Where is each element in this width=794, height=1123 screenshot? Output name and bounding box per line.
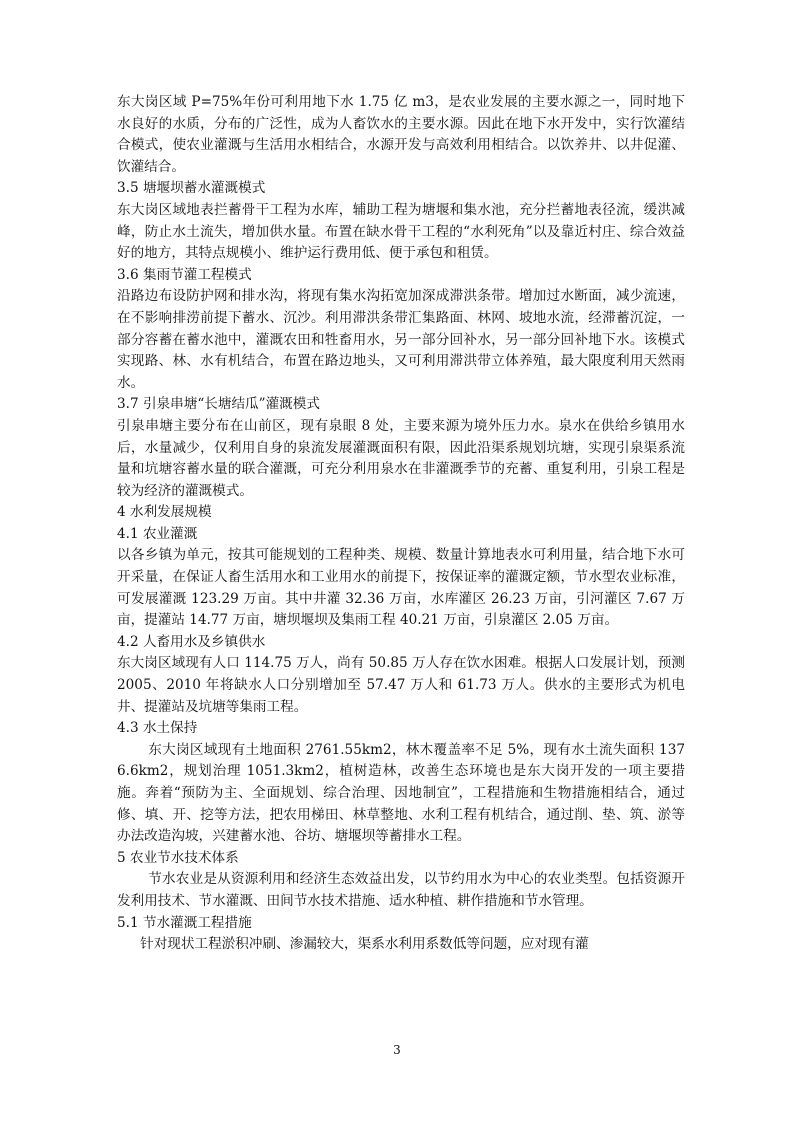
page-number: 3 [393,1043,401,1057]
paragraph-groundwater: 东大岗区域 P=75%年份可利用地下水 1.75 亿 m3，是农业发展的主要水源之一，同时地下水良好的水质，分布的广泛性，成为人畜饮水的主要水源。因此在地下水开发中，实行饮灌结合模式，使农业灌溉与生活用水相结合，水源开发与高效利用相结合。以饮养井、以井促灌、饮灌结合。 [117,94,685,175]
paragraph-water-supply: 东大岗区域现有人口 114.75 万人，尚有 50.85 万人存在饮水困难。根据人口发展计划，预测 2005、2010 年将缺水人口分别增加至 57.47 万人和 61.73 万人。供水的主要形式为机电井、提灌站及坑塘等集雨工程。 [117,655,685,715]
document-body [117,92,685,956]
heading-5: 5 农业节水技术体系 [117,849,239,866]
paragraph-water-saving: 节水农业是从资源利用和经济生态效益出发，以节约用水为中心的农业类型。包括资源开发利用技术、节水灌溉、田间节水技术措施、适水种植、耕作措施和节水管理。 [117,871,685,909]
paragraph-pond-storage: 东大岗区域地表拦蓄骨干工程为水库，辅助工程为塘堰和集水池，充分拦蓄地表径流，缓洪减峰，防止水土流失，增加供水量。布置在缺水骨干工程的“水利死角”以及靠近村庄、综合效益好的地方，其特点规模小、维护运行费用低、便于承包和租赁。 [117,201,685,262]
paragraph-engineering: 针对现状工程淤积冲刷、渗漏较大，渠系水利用系数低等问题，应对现有灌 [140,936,589,953]
paragraph-spring-ponds: 引泉串塘主要分布在山前区，现有泉眼 8 处，主要来源为境外压力水。泉水在供给乡镇用水后，水量减少，仅利用自身的泉流发展灌溉面积有限，因此沿渠系规划坑塘，实现引泉渠系流量和坑塘容蓄水量的联合灌溉，可充分利用泉水在非灌溉季节的充蓄、重复利用，引泉工程是较为经济的灌溉模式。 [117,417,685,499]
heading-3-7: 3.7 引泉串塘“长塘结瓜”灌溉模式 [117,396,320,413]
paragraph-irrigation: 以各乡镇为单元，按其可能规划的工程种类、规模、数量计算地表水可利用量，结合地下水可开采量，在保证人畜生活用水和工业用水的前提下，按保证率的灌溉定额，节水型农业标准，可发展灌溉 123.29 万亩。其中井灌 32.36 万亩，水库灌区 26.23 万亩，引河灌区 7.67 万亩，提灌站 14.77 万亩，塘坝堰坝及集雨工程 40.21 万亩，引泉灌区 2.05 万亩。 [117,547,685,629]
heading-5-1: 5.1 节水灌溉工程措施 [117,914,252,931]
heading-4-2: 4.2 人畜用水及乡镇供水 [117,633,266,650]
heading-4-1: 4.1 农业灌溉 [117,525,198,542]
heading-4: 4 水利发展规模 [117,504,212,521]
heading-3-6: 3.6 集雨节灌工程模式 [117,266,252,283]
heading-4-3: 4.3 水土保持 [117,720,198,737]
heading-3-5: 3.5 塘堰坝蓄水灌溉模式 [117,180,266,197]
paragraph-rain-harvest: 沿路边布设防护网和排水沟，将现有集水沟拓宽加深成滞洪条带。增加过水断面，减少流速，在不影响排涝前提下蓄水、沉沙。利用滞洪条带汇集路面、林网、坡地水流，经滞蓄沉淀，一部分容蓄在蓄水池中，灌溉农田和牲畜用水，另一部分回补水，另一部分回补地下水。该模式实现路、林、水有机结合，布置在路边地头，又可利用滞洪带立体养殖，最大限度利用天然雨水。 [117,288,685,391]
paragraph-soil-conservation: 东大岗区域现有土地面积 2761.55km2，林木覆盖率不足 5%，现有水土流失面积 1376.6km2，规划治理 1051.3km2，植树造林，改善生态环境也是东大岗开发的一项主要措施。奔着“预防为主、全面规划、综合治理、因地制宜”，工程措施和生物措施相结合，通过修、填、开、挖等方法，把农用梯田、林草整地、水利工程有机结合，通过削、垫、筑、淤等办法改造沟坡，兴建蓄水池、谷坊、塘堰坝等蓄排水工程。 [117,741,685,845]
